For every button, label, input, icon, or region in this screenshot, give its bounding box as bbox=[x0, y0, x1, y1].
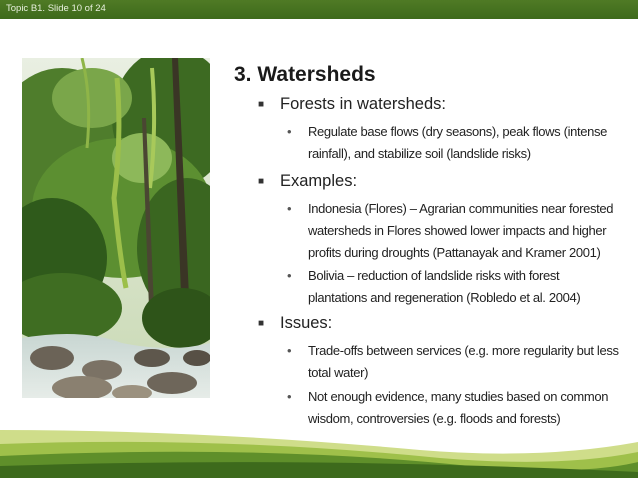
green-swoosh-decoration bbox=[0, 400, 638, 478]
dot-bullet-icon: • bbox=[287, 124, 292, 139]
square-bullet-icon: ■ bbox=[258, 99, 265, 110]
dot-bullet-icon: • bbox=[287, 201, 292, 216]
dot-bullet-icon: • bbox=[287, 389, 292, 404]
dot-bullet-icon: • bbox=[287, 268, 292, 283]
dot-bullet-icon: • bbox=[287, 343, 292, 358]
forest-stream-photo bbox=[22, 58, 210, 398]
slide-title: 3. Watersheds bbox=[234, 63, 376, 86]
square-bullet-icon: ■ bbox=[258, 176, 265, 187]
slide-counter-label: Topic B1. Slide 10 of 24 bbox=[6, 3, 106, 14]
top-banner bbox=[0, 0, 638, 19]
square-bullet-icon: ■ bbox=[258, 318, 265, 329]
